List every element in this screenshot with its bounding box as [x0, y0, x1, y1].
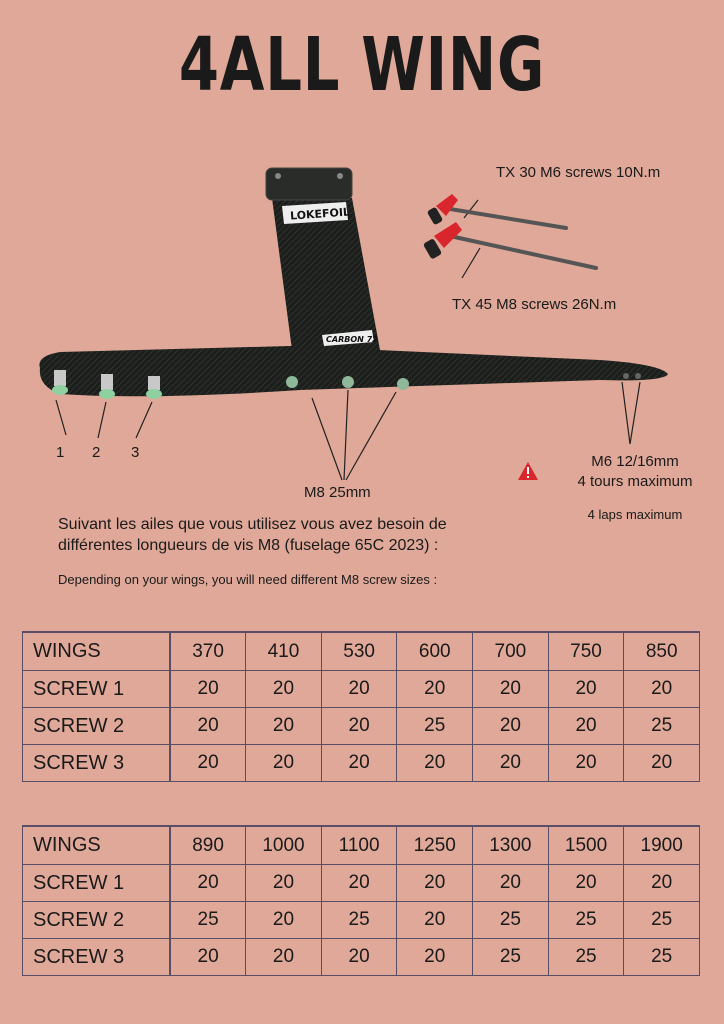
table-header-row: [23, 826, 700, 865]
screw-length-cell: 20: [548, 745, 624, 782]
screw-length-cell: 25: [624, 708, 700, 745]
screw-length-cell: 20: [473, 865, 549, 902]
wing-size: 410: [246, 632, 322, 671]
screw-length-cell: 25: [548, 939, 624, 976]
screw-length-cell: 20: [170, 708, 246, 745]
row-label: SCREW 1: [23, 865, 171, 902]
table-header-row: [23, 632, 700, 671]
tx45-key-icon: [423, 222, 596, 268]
screw-length-cell: 20: [548, 708, 624, 745]
screw-length-cell: 20: [321, 939, 397, 976]
brand-logo-text: LOKEFOIL: [289, 205, 351, 223]
screw-length-cell: 20: [246, 671, 322, 708]
table-row: [23, 745, 700, 782]
screw-length-cell: 20: [624, 745, 700, 782]
screw-length-cell: 20: [321, 671, 397, 708]
intro-text-fr-line2: différentes longueurs de vis M8 (fuselage 65C 2023) :: [58, 537, 439, 554]
mast-head-plate: [266, 168, 352, 200]
screw-length-cell: 20: [473, 671, 549, 708]
screw-length-cell: 25: [624, 939, 700, 976]
screw-length-cell: 20: [321, 865, 397, 902]
screw-1: [52, 370, 68, 395]
wing-size: 600: [397, 632, 473, 671]
table-row: [23, 708, 700, 745]
tx45-label: TX 45 M8 screws 26N.m: [452, 296, 617, 313]
mast-label-text: CARBON 72: [326, 335, 378, 344]
table-row: [23, 902, 700, 939]
m8-screw-c: [397, 378, 409, 390]
screw-length-cell: 25: [397, 708, 473, 745]
row-label: SCREW 2: [23, 708, 171, 745]
row-label: SCREW 3: [23, 745, 171, 782]
wing-size: 850: [624, 632, 700, 671]
screw-length-cell: 20: [170, 745, 246, 782]
screw-length-cell: 20: [246, 745, 322, 782]
intro-text-fr: [58, 514, 447, 556]
m6-label-en: 4 laps maximum: [587, 507, 683, 522]
screw-number-2: 2: [92, 444, 101, 461]
screw-length-cell: 20: [397, 745, 473, 782]
screw-length-cell: 20: [246, 865, 322, 902]
tx30-label: TX 30 M6 screws 10N.m: [496, 164, 661, 181]
screw-length-cell: 25: [473, 902, 549, 939]
tx30-key-icon: [427, 194, 566, 228]
wing-size: 1300: [473, 826, 549, 865]
screw-length-cell: 20: [321, 745, 397, 782]
screw-length-cell: 25: [548, 902, 624, 939]
screw-length-cell: 20: [548, 671, 624, 708]
screw-length-cell: 20: [170, 939, 246, 976]
warning-triangle-icon: [518, 462, 538, 480]
screw-table-1: [22, 631, 700, 782]
m8-screw-b: [342, 376, 354, 388]
screw-length-cell: 20: [624, 865, 700, 902]
fuselage: [39, 346, 668, 396]
screw-length-cell: 20: [246, 939, 322, 976]
wing-size: 1100: [321, 826, 397, 865]
row-label: SCREW 1: [23, 671, 171, 708]
screw-length-cell: 20: [246, 902, 322, 939]
header-label: WINGS: [23, 632, 171, 671]
screw-3: [146, 376, 162, 399]
intro-text-fr-line1: Suivant les ailes que vous utilisez vous avez besoin de: [58, 516, 447, 533]
screw-length-cell: 20: [624, 671, 700, 708]
intro-text-en: Depending on your wings, you will need different M8 screw sizes :: [58, 572, 438, 587]
screw-length-cell: 25: [170, 902, 246, 939]
page-title: 4ALL WING: [178, 22, 546, 108]
screw-length-cell: 20: [246, 708, 322, 745]
m6-label-line1: M6 12/16mm: [591, 453, 679, 470]
screw-number-1: 1: [56, 444, 65, 461]
screw-length-cell: 20: [473, 745, 549, 782]
screw-table-2: [22, 825, 700, 976]
screw-length-cell: 20: [473, 708, 549, 745]
screw-length-cell: 20: [548, 865, 624, 902]
wing-size: 1000: [246, 826, 322, 865]
row-label: SCREW 2: [23, 902, 171, 939]
wing-size: 370: [170, 632, 246, 671]
screw-length-cell: 20: [397, 902, 473, 939]
screw-number-3: 3: [131, 444, 140, 461]
screw-length-cell: 20: [397, 865, 473, 902]
wing-size: 700: [473, 632, 549, 671]
fuselage-illustration: [0, 150, 724, 520]
screw-2: [99, 374, 115, 399]
wing-size: 530: [321, 632, 397, 671]
m6-label-line2: 4 tours maximum: [577, 473, 693, 490]
wing-size: 1250: [397, 826, 473, 865]
screw-length-cell: 20: [170, 865, 246, 902]
wing-size: 1500: [548, 826, 624, 865]
screw-length-cell: 20: [321, 708, 397, 745]
screw-length-cell: 20: [397, 939, 473, 976]
m8-screw-a: [286, 376, 298, 388]
screw-length-cell: 25: [624, 902, 700, 939]
m8-label: M8 25mm: [304, 484, 371, 501]
table-row: [23, 865, 700, 902]
screw-length-cell: 25: [321, 902, 397, 939]
screw-length-cell: 20: [170, 671, 246, 708]
header-label: WINGS: [23, 826, 171, 865]
row-label: SCREW 3: [23, 939, 171, 976]
table-row: [23, 939, 700, 976]
wing-size: 1900: [624, 826, 700, 865]
table-row: [23, 671, 700, 708]
wing-size: 890: [170, 826, 246, 865]
screw-length-cell: 25: [473, 939, 549, 976]
wing-size: 750: [548, 632, 624, 671]
screw-length-cell: 20: [397, 671, 473, 708]
